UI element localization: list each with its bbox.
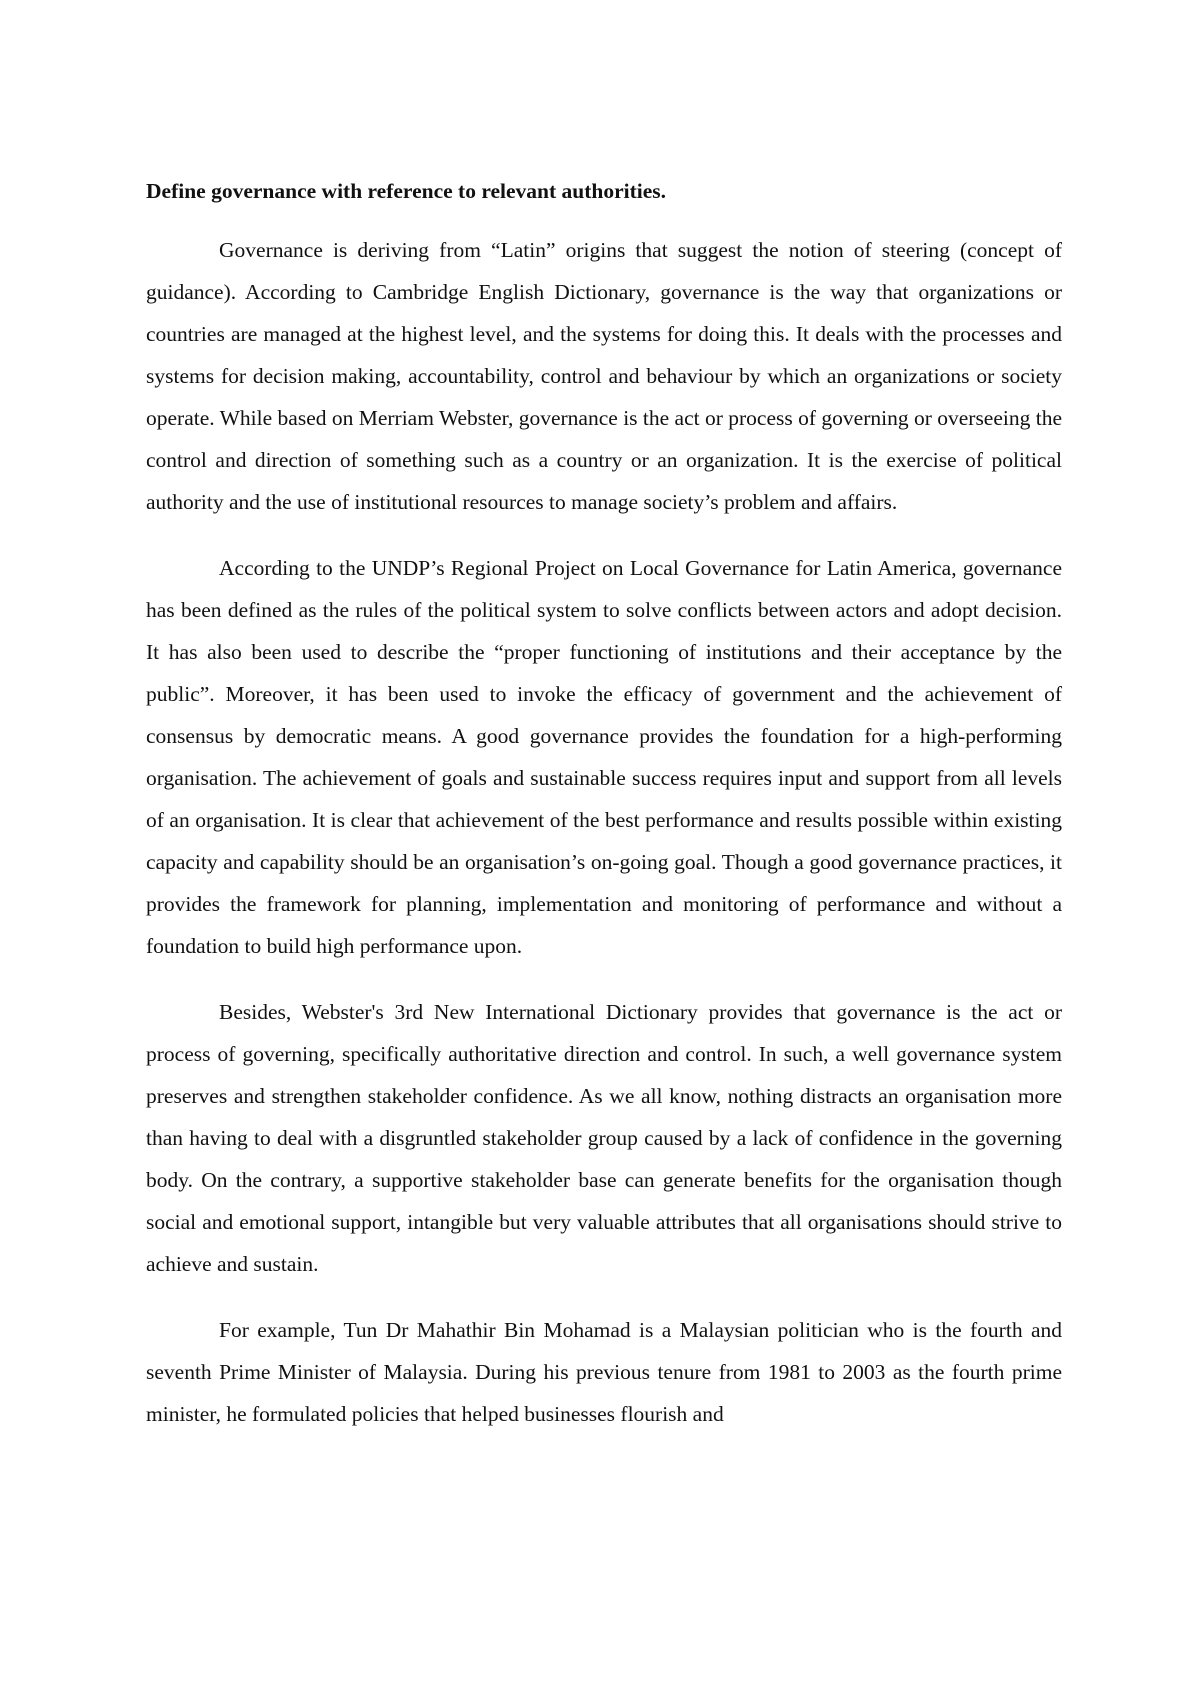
paragraph-4: For example, Tun Dr Mahathir Bin Mohamad is a Malaysian politician who is the fourth and seventh Prime Minister of Malaysia. During his previous tenure from 1981 to 2003 as the fourth prime minister, he formulated policies that helped businesses flourish and — [146, 1318, 1062, 1426]
document-heading: Define governance with reference to relevant authorities. — [146, 179, 667, 203]
paragraph-2: According to the UNDP’s Regional Project on Local Governance for Latin America, governance has been defined as the rules of the political system to solve conflicts between actors and adopt decision. It has also been used to describe the “proper functioning of institutions and their acceptance by the public”. Moreover, it has been used to invoke the efficacy of government and the achievement of consensus by democratic means. A good governance provides the foundation for a high-performing organisation. The achievement of goals and sustainable success requires input and support from all levels of an organisation. It is clear that achievement of the best performance and results possible within existing capacity and capability should be an organisation’s on-going goal. Though a good governance practices, it provides the framework for planning, implementation and monitoring of performance and without a foundation to build high performance upon. — [146, 556, 1062, 958]
document-body — [146, 170, 1062, 1459]
paragraph-3: Besides, Webster's 3rd New International Dictionary provides that governance is the act or process of governing, specifically authoritative direction and control. In such, a well governance system preserves and strengthen stakeholder confidence. As we all know, nothing distracts an organisation more than having to deal with a disgruntled stakeholder group caused by a lack of confidence in the governing body. On the contrary, a supportive stakeholder base can generate benefits for the organisation though social and emotional support, intangible but very valuable attributes that all organisations should strive to achieve and sustain. — [146, 1000, 1062, 1276]
paragraph-1: Governance is deriving from “Latin” origins that suggest the notion of steering (concept of guidance). According to Cambridge English Dictionary, governance is the way that organizations or countries are managed at the highest level, and the systems for doing this. It deals with the processes and systems for decision making, accountability, control and behaviour by which an organizations or society operate. While based on Merriam Webster, governance is the act or process of governing or overseeing the control and direction of something such as a country or an organization. It is the exercise of political authority and the use of institutional resources to manage society’s problem and affairs. — [146, 238, 1063, 514]
